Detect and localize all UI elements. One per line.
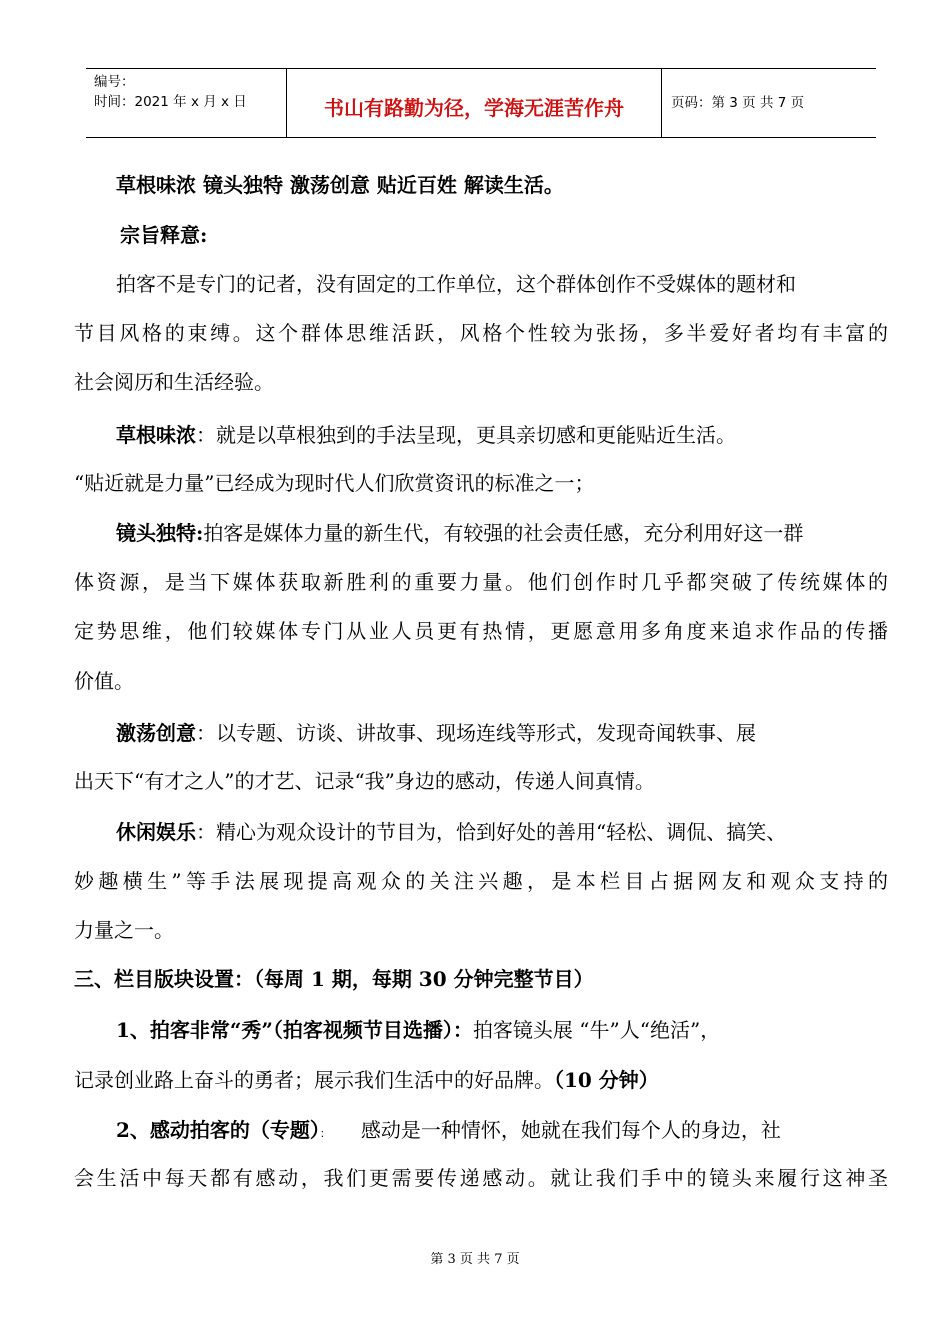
item-duration: （10 分钟） xyxy=(554,1068,659,1092)
paragraph-line: 定势思维，他们较媒体专门从业人员更有热情，更愿意用多角度来追求作品的传播 xyxy=(74,619,888,643)
page-footer: 第 3 页 共 7 页 xyxy=(430,1252,520,1267)
header-page-cell xyxy=(661,69,876,137)
paragraph-line xyxy=(116,520,803,546)
motto: 书山有路勤为径，学海无涯苦作舟 xyxy=(324,96,624,120)
number-label: 编号： xyxy=(94,74,135,90)
section-heading: 宗旨释意: xyxy=(120,223,208,247)
paragraph-line: 拍客不是专门的记者，没有固定的工作单位，这个群体创作不受媒体的题材和 xyxy=(116,272,796,296)
page-header xyxy=(86,68,876,138)
item-title: 2、感动拍客的（专题） xyxy=(116,1118,320,1142)
item-title: 1、拍客非常“秀”（拍客视频节目选播）： xyxy=(116,1018,473,1042)
header-page-label: 页码：第 3 页 共 7 页 xyxy=(671,95,805,111)
term-text: ：就是以草根独到的手法呈现，更具亲切感和更能贴近生活。 xyxy=(196,423,736,447)
paragraph-line xyxy=(116,422,736,448)
term-label: 草根味浓 xyxy=(116,423,196,447)
paragraph-line: 会生活中每天都有感动，我们更需要传递感动。就让我们手中的镜头来履行这神圣 xyxy=(74,1166,888,1190)
item-text: 记录创业路上奋斗的勇者；展示我们生活中的好品牌。 xyxy=(74,1068,554,1092)
paragraph-line xyxy=(116,1017,720,1043)
header-motto-cell xyxy=(286,69,662,137)
paragraph-line: 体资源，是当下媒体获取新胜利的重要力量。他们创作时几乎都突破了传统媒体的 xyxy=(74,570,888,594)
paragraph-line xyxy=(116,1117,781,1147)
term-text: ：以专题、访谈、讲故事、现场连线等形式，发现奇闻轶事、展 xyxy=(196,721,756,745)
paragraph-line: 力量之一。 xyxy=(74,918,174,942)
paragraph-line: 妙趣横生”等手法展现提高观众的关注兴趣，是本栏目占据网友和观众支持的 xyxy=(74,869,888,893)
item-text: 拍客镜头展 “牛”人“绝活”， xyxy=(472,1018,721,1042)
term-text: ：精心为观众设计的节目为，恰到好处的善用“轻松、调侃、搞笑、 xyxy=(196,820,787,844)
term-label: 激荡创意 xyxy=(116,721,196,745)
paragraph-line: 节目风格的束缚。这个群体思维活跃，风格个性较为张扬，多半爱好者均有丰富的 xyxy=(74,321,888,345)
item-text: 感动是一种情怀，她就在我们每个人的身边，社 xyxy=(360,1118,781,1142)
header-meta-cell xyxy=(86,69,286,137)
paragraph-line: “贴近就是力量”已经成为现时代人们欣赏资讯的标准之一； xyxy=(74,471,595,495)
paragraph-line: 社会阅历和生活经验。 xyxy=(74,370,274,394)
slogan-line: 草根味浓 镜头独特 激荡创意 贴近百姓 解读生活。 xyxy=(116,173,564,197)
item-colon: ： xyxy=(319,1127,331,1140)
section-heading: 三、栏目版块设置：（每周 1 期，每期 30 分钟完整节目） xyxy=(74,967,594,991)
paragraph-line: 价值。 xyxy=(74,669,134,693)
paragraph-line xyxy=(74,1067,659,1093)
term-label: 休闲娱乐 xyxy=(116,820,196,844)
time-label: 时间：2021 年 x 月 x 日 xyxy=(94,94,247,110)
term-label: 镜头独特: xyxy=(116,521,204,545)
paragraph-line xyxy=(116,819,786,845)
paragraph-line xyxy=(116,720,756,746)
paragraph-line: 出天下“有才之人”的才艺、记录“我”身边的感动，传递人间真情。 xyxy=(74,769,655,793)
term-text: 拍客是媒体力量的新生代，有较强的社会责任感，充分利用好这一群 xyxy=(203,521,804,545)
